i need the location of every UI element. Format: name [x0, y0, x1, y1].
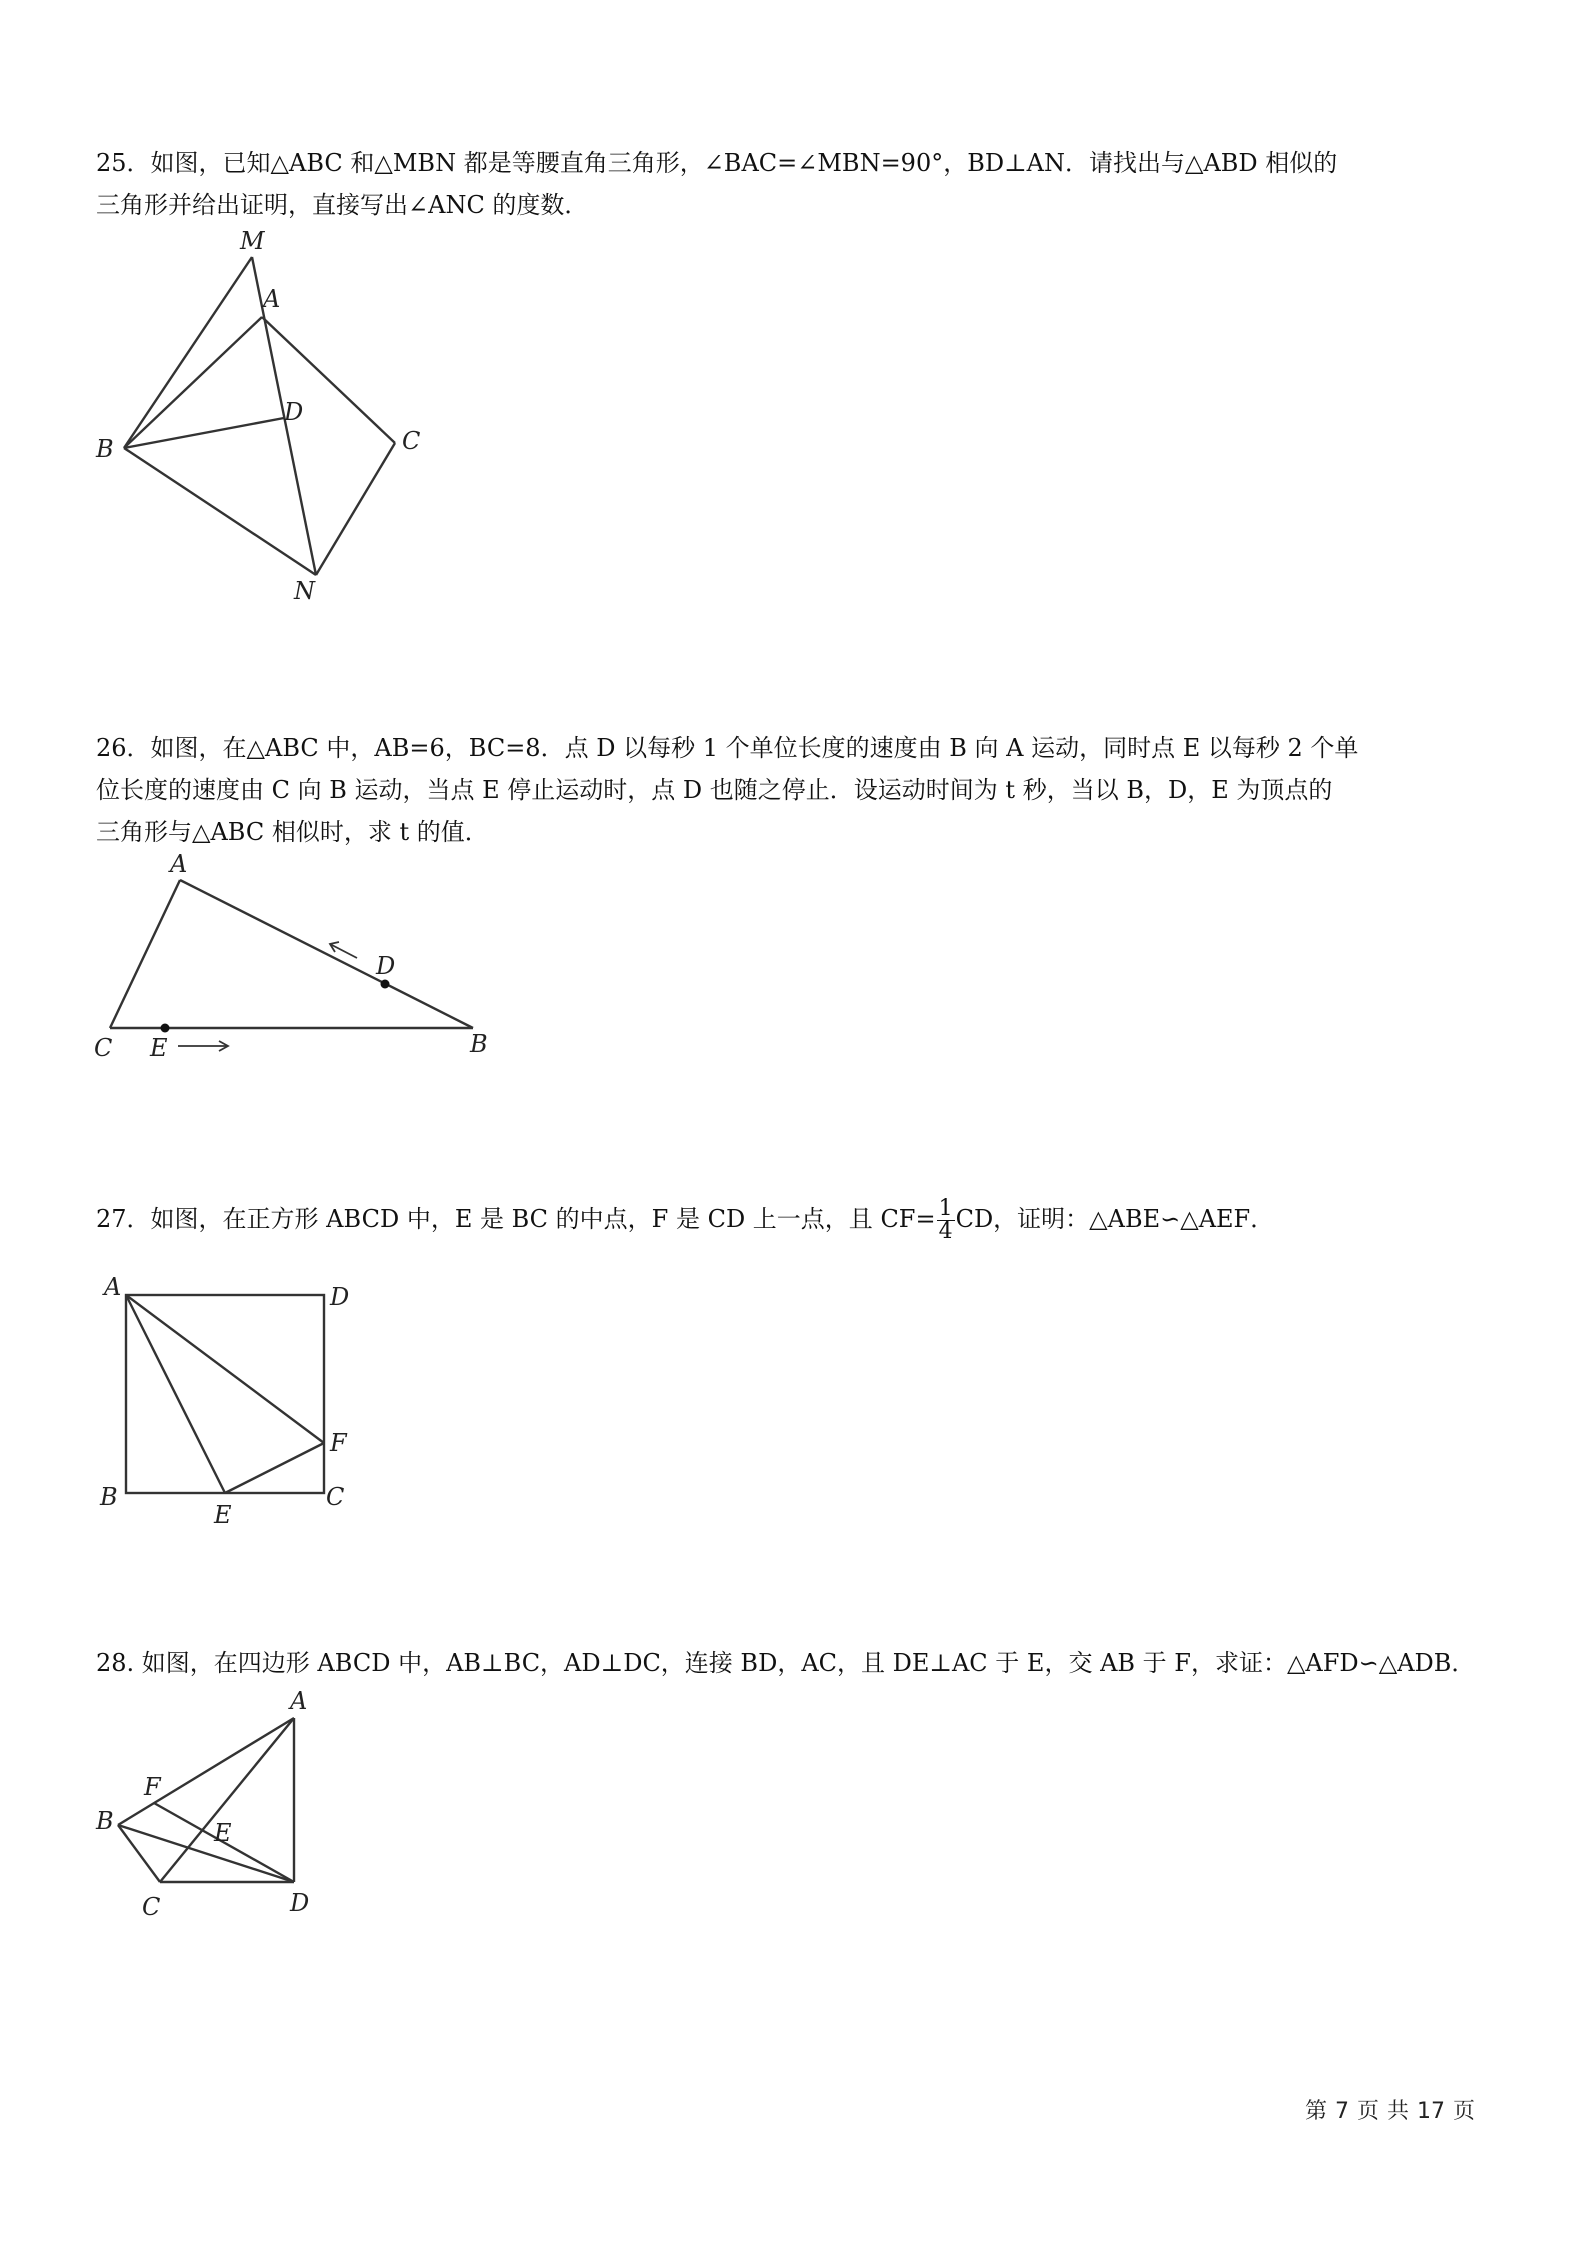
arrow-E-direction — [178, 1041, 228, 1051]
point-label-A: A — [170, 850, 188, 878]
point-label-E: E — [214, 1501, 232, 1529]
point-label-B: B — [470, 1030, 488, 1058]
segment-AC — [262, 317, 395, 443]
point-label-F: F — [330, 1429, 347, 1457]
point-label-D: D — [284, 398, 304, 426]
point-D-dot — [381, 980, 390, 989]
question-25-line-2: 三角形并给出证明，直接写出∠ANC 的度数． — [96, 191, 589, 219]
figure-28 — [90, 1685, 350, 1945]
question-25 — [96, 142, 1496, 226]
point-label-N: N — [294, 577, 315, 605]
footer-di: 第 — [1305, 2099, 1328, 2124]
fraction-numerator: 1 — [938, 1196, 953, 1221]
segment-MB — [124, 257, 252, 448]
figure-25 — [90, 225, 450, 615]
point-label-A: A — [290, 1687, 308, 1715]
point-label-C: C — [94, 1034, 113, 1062]
question-26 — [96, 727, 1496, 853]
footer-gong: 共 — [1387, 2099, 1410, 2124]
point-label-E: E — [150, 1034, 168, 1062]
segment-AC — [160, 1718, 294, 1882]
question-26-line-3: 三角形与△ABC 相似时，求 t 的值． — [96, 818, 489, 846]
segment-EF — [225, 1443, 324, 1493]
question-28-line-1: 28. 如图，在四边形 ABCD 中，AB⊥BC，AD⊥DC，连接 BD，AC，且 DE⊥AC 于 E，交 AB 于 F，求证：△AFD∽△ADB． — [96, 1649, 1476, 1677]
point-label-B: B — [96, 1807, 114, 1835]
question-26-line-2: 位长度的速度由 C 向 B 运动，当点 E 停止运动时，点 D 也随之停止．设运动时间为 t 秒，当以 B，D，E 为顶点的 — [96, 776, 1333, 804]
point-label-D: D — [376, 952, 396, 980]
point-label-E: E — [214, 1819, 232, 1847]
segment-AB — [124, 317, 262, 448]
footer-ye-2: 页 — [1453, 2099, 1476, 2124]
arrow-D-direction — [330, 942, 357, 958]
question-27-line-1 — [96, 1198, 1496, 1243]
point-label-B: B — [96, 435, 114, 463]
segment-BN — [124, 448, 316, 575]
point-label-M: M — [240, 227, 265, 255]
point-label-C: C — [326, 1483, 345, 1511]
segment-CN — [316, 443, 395, 575]
question-26-line-1: 26．如图，在△ABC 中，AB=6，BC=8．点 D 以每秒 1 个单位长度的速度由 B 向 A 运动，同时点 E 以每秒 2 个单 — [96, 734, 1359, 762]
point-label-B: B — [100, 1483, 118, 1511]
point-label-C: C — [142, 1893, 161, 1921]
footer-total-pages: 17 — [1417, 2099, 1446, 2124]
point-label-A: A — [104, 1273, 122, 1301]
segment-BC — [118, 1825, 160, 1882]
question-27 — [96, 1198, 1496, 1243]
point-label-D: D — [290, 1889, 310, 1917]
footer-ye: 页 — [1357, 2099, 1380, 2124]
point-label-C: C — [402, 427, 421, 455]
segment-AB — [180, 880, 473, 1028]
point-label-D: D — [330, 1283, 350, 1311]
figure-27 — [90, 1265, 380, 1545]
question-25-line-1: 25．如图，已知△ABC 和△MBN 都是等腰直角三角形，∠BAC=∠MBN=90°，BD⊥AN．请找出与△ABD 相似的 — [96, 149, 1338, 177]
question-27-text-after: CD，证明：△ABE∽△AEF． — [955, 1205, 1275, 1233]
question-28 — [96, 1642, 1496, 1684]
fraction-one-quarter — [937, 1198, 955, 1243]
segment-AB — [118, 1718, 294, 1825]
segment-BD — [124, 418, 284, 448]
figure-26 — [90, 850, 510, 1065]
segment-AC — [110, 880, 180, 1028]
point-label-A: A — [263, 285, 281, 313]
page-footer — [1305, 2094, 1483, 2125]
fraction-denominator: 4 — [938, 1219, 953, 1244]
footer-page-number: 7 — [1335, 2099, 1350, 2124]
point-E-dot — [161, 1024, 170, 1033]
question-27-text-before: 27．如图，在正方形 ABCD 中，E 是 BC 的中点，F 是 CD 上一点，且 CF= — [96, 1205, 936, 1233]
point-label-F: F — [144, 1773, 161, 1801]
square-ABCD — [126, 1295, 324, 1493]
segment-AE — [126, 1295, 225, 1493]
segment-AF — [126, 1295, 324, 1443]
